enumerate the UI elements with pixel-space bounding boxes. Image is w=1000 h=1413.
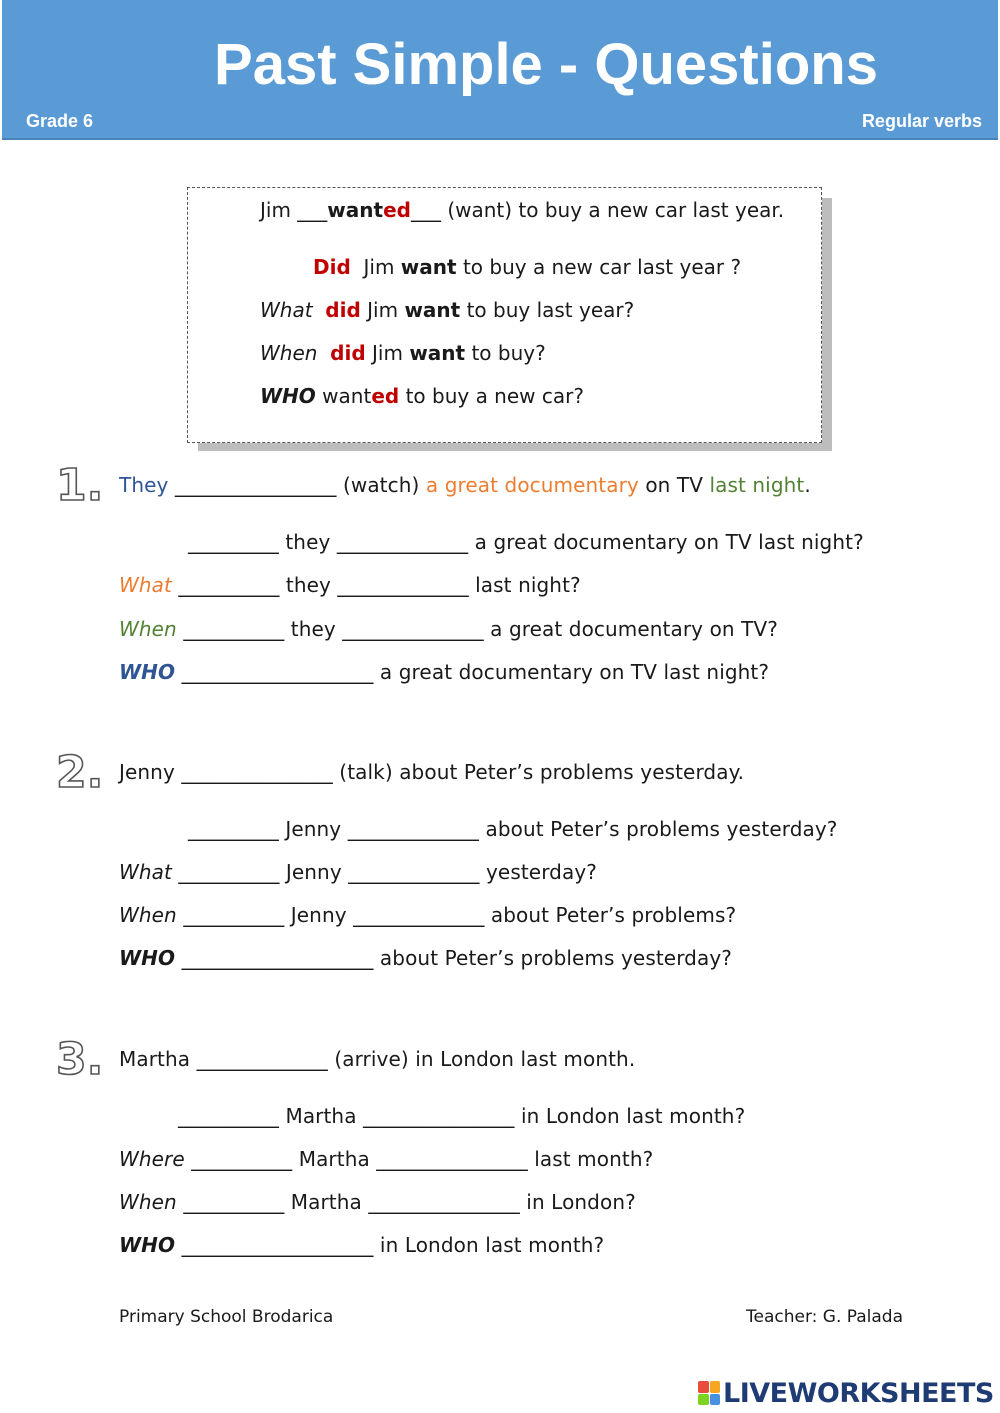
topic-label: Regular verbs <box>861 111 982 131</box>
exercise-3-question-when[interactable]: When __________ Martha _______________ in London? <box>119 1190 636 1214</box>
teacher-name: Teacher: G. Palada <box>746 1307 904 1327</box>
example-box <box>187 187 822 443</box>
exercise-2-question-who[interactable]: WHO ___________________ about Peter’s problems yesterday? <box>119 946 732 970</box>
page-title: Past Simple - Questions <box>214 32 878 97</box>
example-sentence: Jim ___wanted___ (want) to buy a new car last year. <box>260 198 785 222</box>
header-banner <box>2 0 998 140</box>
grade-label: Grade 6 <box>26 111 94 131</box>
example-who-question: WHO wanted to buy a new car? <box>260 384 584 408</box>
exercise-2-question-1[interactable]: _________ Jenny _____________ about Peter’s problems yesterday? <box>188 817 838 841</box>
exercise-1-question-what[interactable]: What __________ they _____________ last night? <box>119 573 581 597</box>
exercise-3-number: 3. <box>56 1034 104 1085</box>
exercise-1-number: 1. <box>56 460 104 511</box>
exercise-3-question-who[interactable]: WHO ___________________ in London last month? <box>119 1233 605 1257</box>
exercise-3-question-1[interactable]: __________ Martha _______________ in London last month? <box>178 1104 746 1128</box>
exercise-3-question-where[interactable]: Where __________ Martha _______________ last month? <box>119 1147 654 1171</box>
exercise-2-question-when[interactable]: When __________ Jenny _____________ about Peter’s problems? <box>119 903 737 927</box>
exercise-2-question-what[interactable]: What __________ Jenny _____________ yesterday? <box>119 860 597 884</box>
example-what-question: What did Jim want to buy last year? <box>260 298 635 322</box>
exercise-2-number: 2. <box>56 747 104 798</box>
exercise-1-stem: They ________________ (watch) a great documentary on TV last night. <box>119 473 811 497</box>
example-yes-no-question: Did Jim want to buy a new car last year ? <box>313 255 742 279</box>
school-name: Primary School Brodarica <box>119 1307 334 1327</box>
example-when-question: When did Jim want to buy? <box>260 341 546 365</box>
exercise-3-stem[interactable]: Martha _____________ (arrive) in London last month. <box>119 1047 636 1071</box>
exercise-1-question-1[interactable]: _________ they _____________ a great documentary on TV last night? <box>188 530 864 554</box>
exercise-2-stem[interactable]: Jenny _______________ (talk) about Peter’s problems yesterday. <box>119 760 745 784</box>
liveworksheets-mark-icon <box>698 1381 720 1405</box>
liveworksheets-logo[interactable] <box>698 1378 994 1408</box>
liveworksheets-wordmark: LIVEWORKSHEETS <box>723 1377 994 1409</box>
exercise-1-question-when[interactable]: When __________ they ______________ a great documentary on TV? <box>119 617 778 641</box>
exercise-1-question-who[interactable]: WHO ___________________ a great documentary on TV last night? <box>119 660 770 684</box>
